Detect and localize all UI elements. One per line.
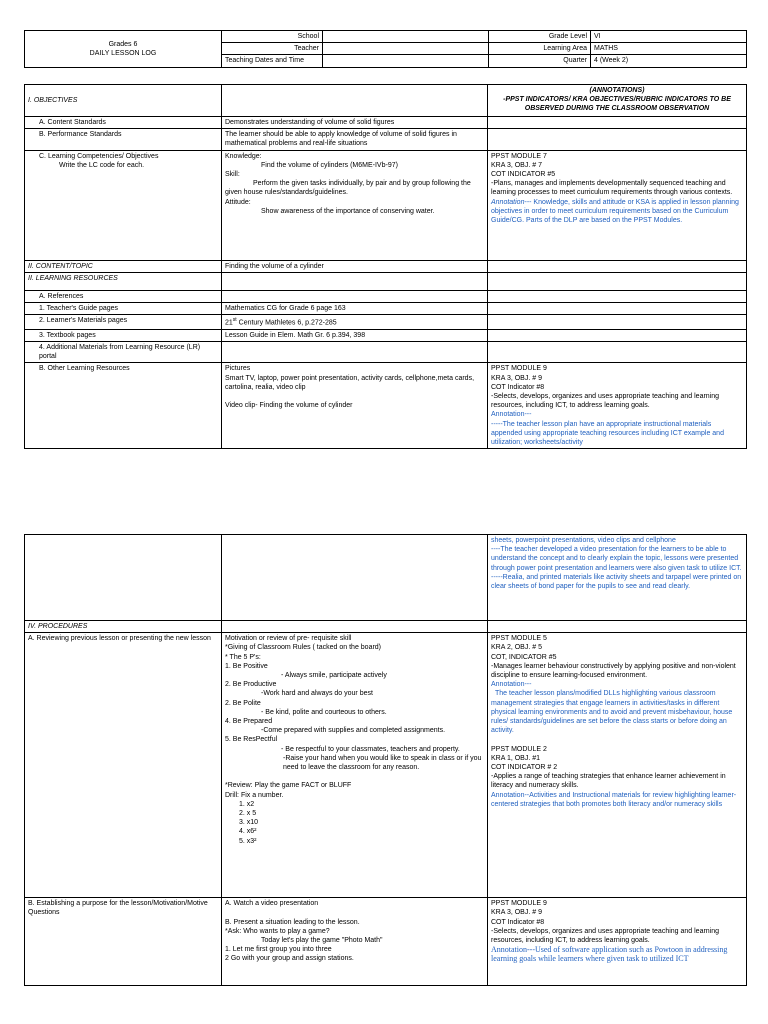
teacher-label: Teacher [222, 43, 323, 55]
ann1-text: -Plans, manages and implements developmentally sequenced teaching and learning processes to meet curriculum requirements through various contexts. [491, 180, 733, 197]
log-title-cell [25, 31, 222, 68]
empty-cell [488, 315, 747, 330]
present-situation: B. Present a situation leading to the lesson. [225, 918, 360, 926]
empty-cell [222, 621, 488, 633]
ann4-text: -Applies a range of teaching strategies that enhance learner achievement in literacy and numeracy skills. [491, 773, 726, 790]
ann1-kra: KRA 3, OBJ. # 7 [491, 161, 542, 169]
empty-cell [25, 535, 222, 621]
header-table [24, 30, 747, 68]
ann4-module: PPST MODULE 2 [491, 745, 547, 753]
ann1-annot-text: --- Knowledge, skills and attitude or KSA is applied in lesson planning objectives in order to meet curriculum requirements based on the Curriculum Guide/CG. Parts of the DLP are based on the PPST Modules. [491, 198, 739, 225]
dates-label: Teaching Dates and Time [222, 55, 323, 67]
grade-level-value: VI [591, 31, 747, 43]
quarter-label: Quarter [489, 55, 591, 67]
attitude-value: Show awareness of the importance of conserving water. [261, 207, 435, 215]
rule-2: 2. Be Productive [225, 681, 277, 689]
rule-5: 5. Be ResPectful [225, 736, 278, 744]
ann5-cot: COT Indicator #8 [491, 918, 545, 926]
objectives-empty [222, 85, 488, 117]
knowledge-label: Knowledge: [225, 152, 262, 160]
five-ps: * The 5 P's: [225, 653, 261, 661]
olr-label: B. Other Learning Resources [25, 363, 222, 449]
rule-4-desc: -Come prepared with supplies and completed assignments. [261, 727, 446, 735]
empty-cell [222, 535, 488, 621]
motivation: Motivation or review of pre- requisite skill [225, 635, 352, 643]
performance-standards-value: The learner should be able to apply knowledge of volume of solid figures in mathematical problems and real-life situations [222, 129, 488, 150]
review: *Review: Play the game FACT or BLUFF [225, 782, 352, 790]
drill-item: 2. x 5 [239, 810, 257, 818]
ann2-kra: KRA 3, OBJ. # 9 [491, 374, 542, 382]
empty-cell [488, 260, 747, 272]
empty-cell [488, 117, 747, 129]
rule-3: 2. Be Polite [225, 699, 261, 707]
annotation-1 [488, 150, 747, 260]
ann1-cot: COT INDICATOR #5 [491, 171, 556, 179]
teacher-value[interactable] [323, 43, 489, 55]
quarter-value: 4 (Week 2) [591, 55, 747, 67]
ann2-text: -Selects, develops, organizes and uses appropriate teaching and learning resources, including ICT, to address learning goals. [491, 392, 720, 410]
procedures-label: IV. PROCEDURES [25, 621, 222, 633]
annotation-2-continued [488, 535, 747, 621]
annotation-2 [488, 363, 747, 449]
content-topic-value: Finding the volume of a cylinder [222, 260, 488, 272]
olr-pictures: Pictures [225, 365, 251, 373]
drill-item: 3. x10 [239, 819, 259, 827]
content-standards-value: Demonstrates understanding of volume of solid figures [222, 117, 488, 129]
lm-value [222, 315, 488, 330]
ann2-annot-label: Annotation--- [491, 411, 532, 419]
ann3-text: -Manages learner behaviour constructively by applying positive and non-violent discipline to ensure learning-focused environment. [491, 662, 736, 680]
annotations-heading [488, 85, 747, 117]
empty-cell [488, 329, 747, 341]
proc-b-value [222, 898, 488, 986]
competencies-label: C. Learning Competencies/ Objectives [39, 152, 159, 160]
ann5-kra: KRA 3, OBJ. # 9 [491, 909, 542, 917]
ann1-annot-label: Annotation [491, 198, 525, 206]
proc-b-label: B. Establishing a purpose for the lesson/Motivation/Motive Questions [25, 898, 222, 986]
photo-math: Today let's play the game "Photo Math" [261, 937, 383, 945]
competencies-value [222, 150, 488, 260]
learning-area-label: Learning Area [489, 43, 591, 55]
content-topic-label: II. CONTENT/TOPIC [25, 260, 222, 272]
tg-value: Mathematics CG for Grade 6 page 163 [222, 303, 488, 315]
references-label: A. References [25, 290, 222, 302]
learning-resources-label: II. LEARNING RESOURCES [25, 272, 222, 290]
empty-cell [222, 341, 488, 362]
olr-video: Video clip- Finding the volume of cylinder [225, 402, 353, 410]
rule-1-desc: - Always smile, participate actively [281, 672, 387, 680]
empty-cell [488, 272, 747, 290]
ann4-kra: KRA 1, OBJ. #1 [491, 754, 541, 762]
knowledge-value: Find the volume of cylinders (M6ME-IVb-97) [261, 161, 398, 169]
annotations-subtitle: -PPST INDICATORS/ KRA OBJECTIVES/RUBRIC INDICATORS TO BE OBSERVED DURING THE CLASSROOM OBSERVATION [503, 96, 731, 113]
ann3-module: PPST MODULE 5 [491, 635, 547, 643]
empty-cell [222, 290, 488, 302]
annotation-3 [488, 633, 747, 898]
school-label: School [222, 31, 323, 43]
empty-cell [488, 290, 747, 302]
rule-5-desc-2: -Raise your hand when you would like to speak in class or if you need to leave the classroom for any reason. [283, 754, 482, 772]
rule-3-desc: - Be kind, polite and courteous to others. [261, 708, 387, 716]
skill-value: Perform the given tasks individually, by pair and by group following the given house rules/standards/guidelines. [225, 180, 471, 197]
drill-item: 4. x6² [239, 828, 257, 836]
tb-label: 3. Textbook pages [25, 329, 222, 341]
empty-cell [222, 272, 488, 290]
empty-cell [488, 621, 747, 633]
annotations-title: (ANNOTATIONS) [589, 87, 645, 94]
cont-text-2: ----The teacher developed a video presentation for the learners to be able to understand the concept and to clearly explain the topic, lessons were presented through power point presentation and learners were also given task to utilize ICT. [491, 546, 742, 572]
group-1: 1. Let me first group you into three [225, 946, 332, 954]
rule-5-desc-1: - Be respectful to your classmates, teachers and property. [281, 745, 460, 753]
competencies-cell [25, 150, 222, 260]
proc-a-label: A. Reviewing previous lesson or presenting the new lesson [25, 633, 222, 898]
am-label: 4. Additional Materials from Learning Resource (LR) portal [25, 341, 222, 362]
school-value[interactable] [323, 31, 489, 43]
grades-label: Grades 6 [108, 40, 138, 48]
procedures-table [24, 534, 747, 986]
objectives-table [24, 84, 747, 449]
log-title: DAILY LESSON LOG [89, 49, 157, 57]
ann3-annot-text: The teacher lesson plans/modified DLLs highlighting various classroom management strategies that engage learners in activities/tasks in different physical learning environments and to avoid and prevent misbehaviour, house rules/ standards/guidelines are set before the class starts or before doing an activity. [491, 690, 733, 735]
tb-value: Lesson Guide in Elem. Math Gr. 6 p.394, 398 [222, 329, 488, 341]
ann2-module: PPST MODULE 9 [491, 365, 547, 373]
empty-cell [488, 303, 747, 315]
ask: *Ask: Who wants to play a game? [225, 927, 330, 935]
ann2-annot-text: -----The teacher lesson plan have an appropriate instructional materials appended using appropriate teaching resources including ICT example and utilization; worksheets/activity [491, 420, 724, 446]
rule-4: 4. Be Prepared [225, 718, 273, 726]
objectives-heading: I. OBJECTIVES [25, 85, 222, 117]
rule-2-desc: -Work hard and always do your best [261, 690, 373, 698]
annotation-5 [488, 898, 747, 986]
ann4-cot: COT INDICATOR # 2 [491, 764, 558, 772]
olr-value [222, 363, 488, 449]
drill-item: 5. x3² [239, 837, 257, 845]
empty-cell [488, 341, 747, 362]
lm-value-sup: st [232, 317, 237, 324]
empty-cell [488, 129, 747, 150]
ann5-annot-text: Annotation---Used of software application such as Powtoon in addressing learning goals while learners where given task to utilized ICT [491, 945, 728, 964]
ann3-kra: KRA 2, OBJ. # 5 [491, 644, 542, 652]
attitude-label: Attitude: [225, 198, 251, 206]
drill: Drill: Fix a number. [225, 791, 284, 799]
giving-rules: *Giving of Classroom Rules ( tacked on the board) [225, 644, 382, 652]
drill-item: 1. x2 [239, 800, 255, 808]
skill-label: Skill: [225, 171, 240, 179]
ann5-module: PPST MODULE 9 [491, 900, 547, 908]
lm-value-post: Century Mathletes 6, p.272-285 [236, 319, 337, 327]
competencies-sub: Write the LC code for each. [59, 161, 145, 169]
tg-label: 1. Teacher's Guide pages [25, 303, 222, 315]
ann5-text: -Selects, develops, organizes and uses appropriate teaching and learning resources, including ICT, to address learning goals. [491, 927, 720, 945]
proc-a-value [222, 633, 488, 898]
content-standards-label: A. Content Standards [25, 117, 222, 129]
lm-label: 2. Learner's Materials pages [25, 315, 222, 330]
performance-standards-label: B. Performance Standards [25, 129, 222, 150]
olr-list: Smart TV, laptop, power point presentation, activity cards, cellphone,meta cards, cartolina, realia, video clip [225, 374, 475, 391]
ann3-cot: COT, INDICATOR #5 [491, 653, 557, 661]
ann1-module: PPST MODULE 7 [491, 152, 547, 160]
learning-area-value: MATHS [591, 43, 747, 55]
ann3-annot-label: Annotation--- [491, 681, 532, 689]
dates-value[interactable] [323, 55, 489, 67]
rule-1: 1. Be Positive [225, 662, 268, 670]
lm-value-pre: 21 [225, 319, 233, 327]
watch-video: A. Watch a video presentation [225, 900, 319, 908]
ann4-annot-text: Annotation--Activities and Instructional materials for review highlighting learner-centered strategies that both promotes both literacy and/or numeracy skills [491, 791, 737, 808]
ann2-cot: COT Indicator #8 [491, 383, 545, 391]
group-2: 2 Go with your group and assign stations. [225, 955, 354, 963]
cont-text-1: sheets, powerpoint presentations, video clips and cellphone [491, 537, 676, 544]
grade-level-label: Grade Level [489, 31, 591, 43]
cont-text-3: -----Realia, and printed materials like activity sheets and tarpapel were printed on clear sheets of bond paper for the pupils to see and read clearly. [491, 573, 742, 591]
